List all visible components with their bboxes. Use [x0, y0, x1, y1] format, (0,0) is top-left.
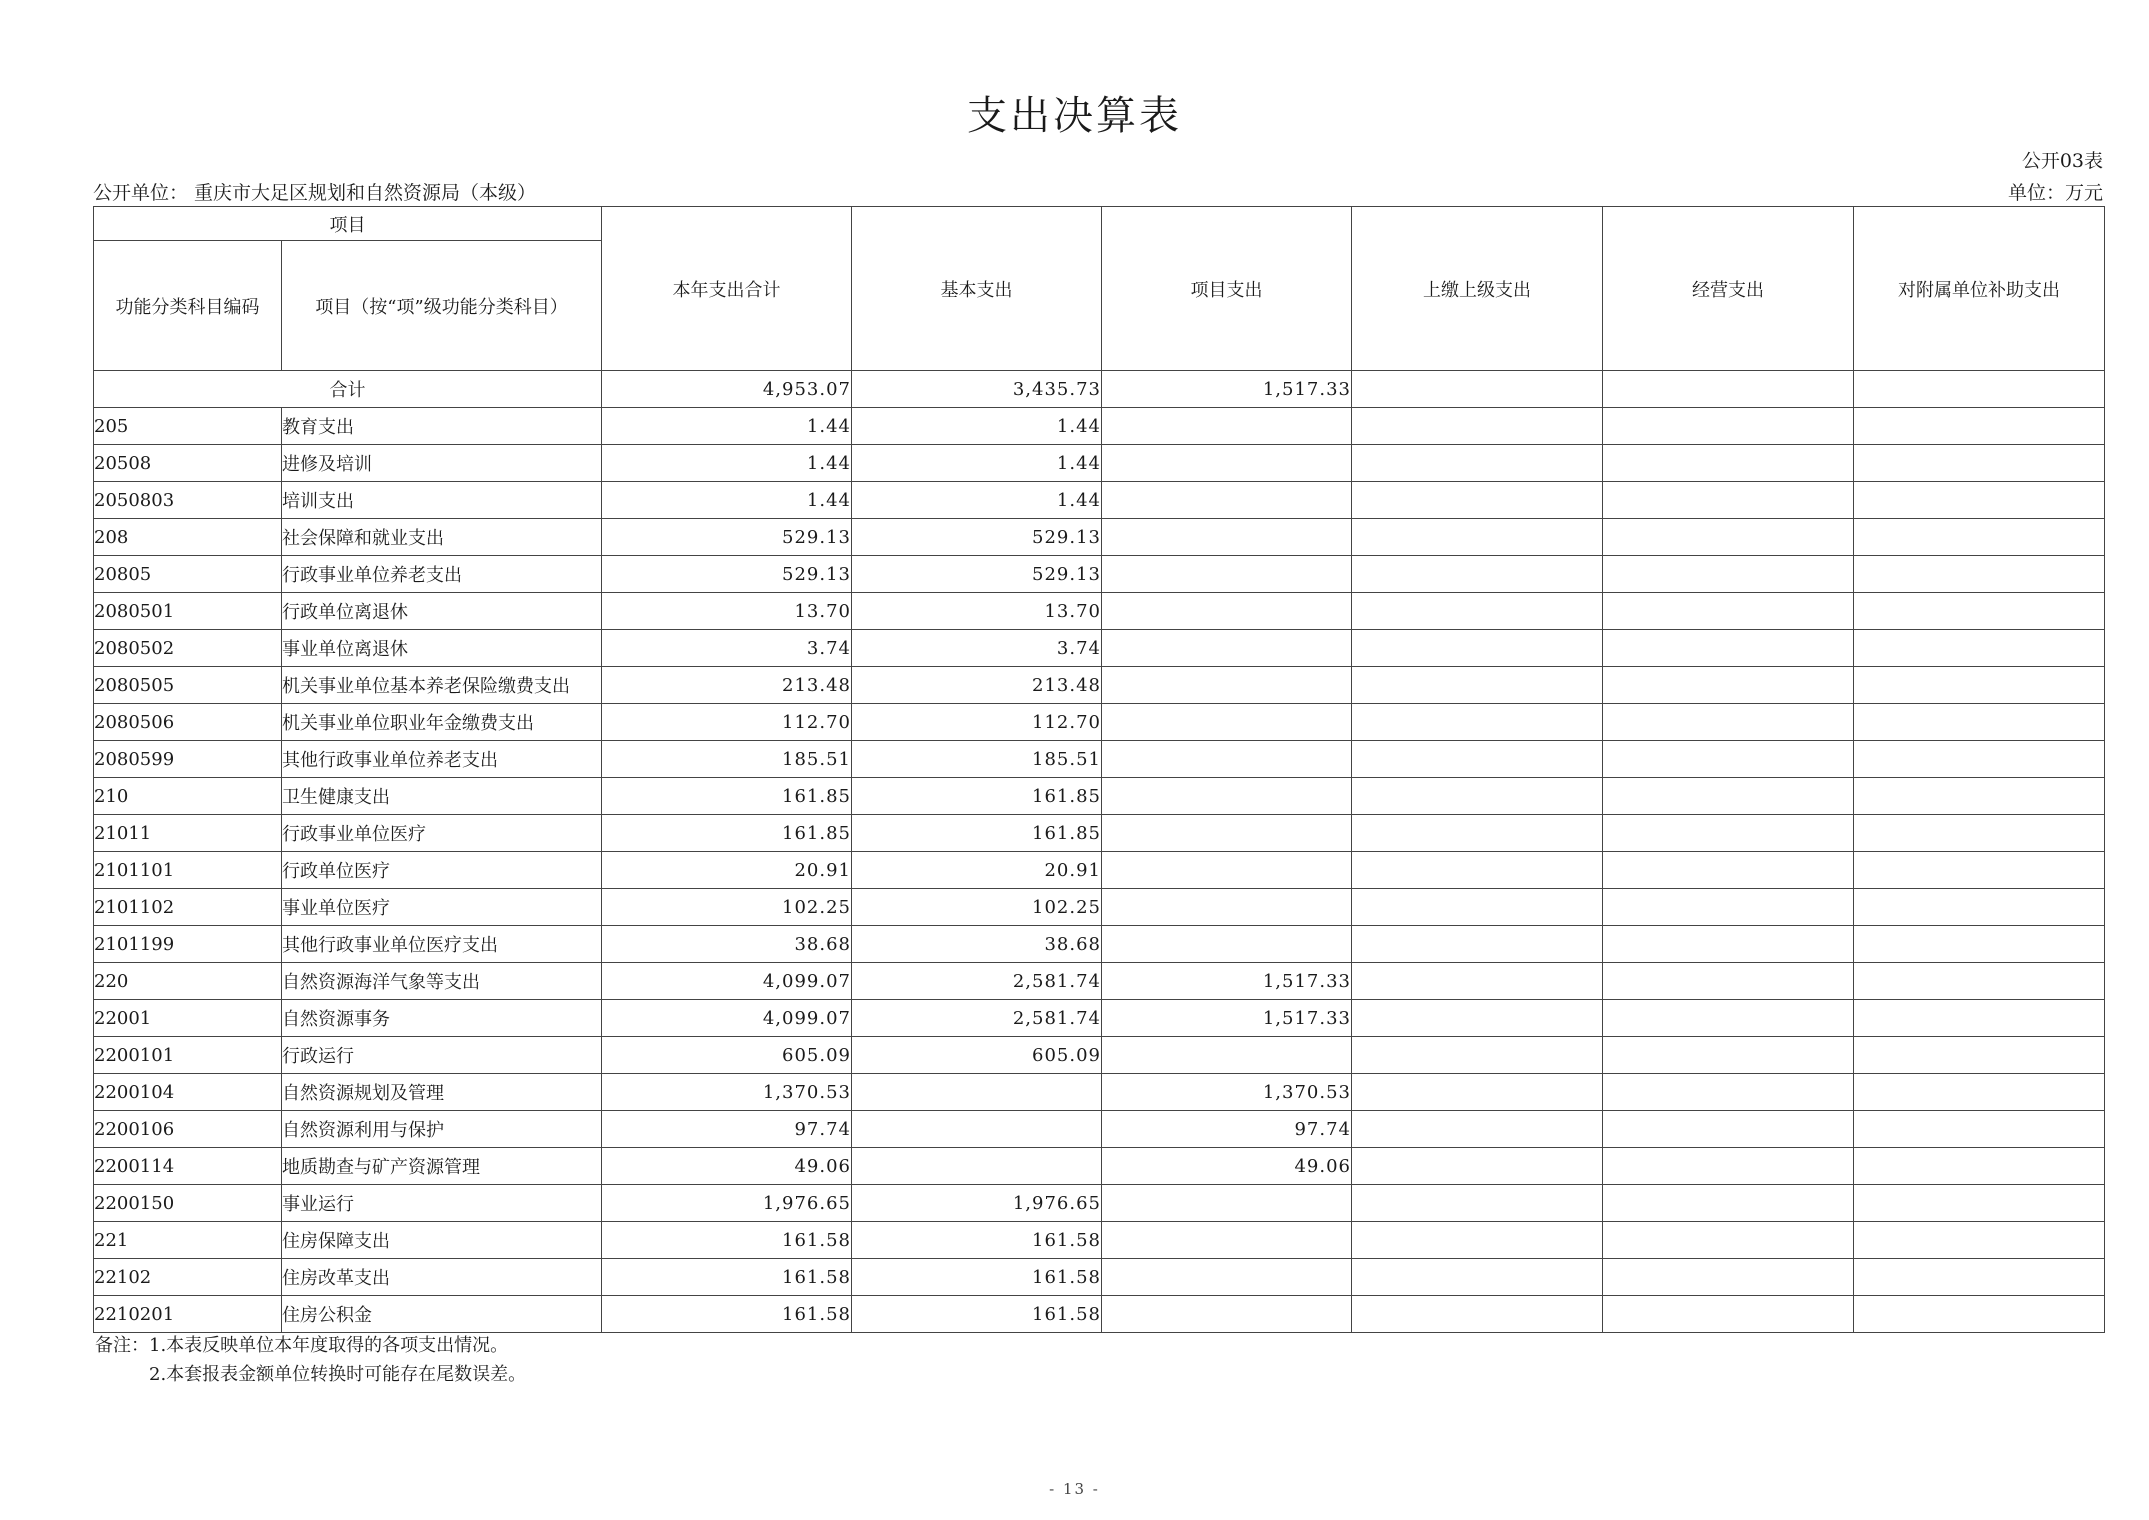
- cell-upper: [1352, 1037, 1603, 1074]
- cell-name: 社会保障和就业支出: [282, 519, 602, 556]
- cell-subsidy: [1854, 1148, 2105, 1185]
- cell-code: 2101102: [94, 889, 282, 926]
- cell-project: [1102, 741, 1352, 778]
- cell-basic: 605.09: [852, 1037, 1102, 1074]
- cell-business: [1603, 926, 1854, 963]
- cell-name: 地质勘查与矿产资源管理: [282, 1148, 602, 1185]
- cell-subsidy: [1854, 1222, 2105, 1259]
- cell-upper: [1352, 519, 1603, 556]
- cell-business: [1603, 852, 1854, 889]
- table-row: [94, 408, 2105, 445]
- cell-subsidy: [1854, 1296, 2105, 1333]
- table-row: [94, 741, 2105, 778]
- cell-name: 自然资源海洋气象等支出: [282, 963, 602, 1000]
- cell-code: 2080506: [94, 704, 282, 741]
- cell-project: [1102, 519, 1352, 556]
- cell-code: 220: [94, 963, 282, 1000]
- cell-total: 529.13: [602, 519, 852, 556]
- total-row: [94, 371, 2105, 408]
- cell-code: 2200101: [94, 1037, 282, 1074]
- cell-name: 培训支出: [282, 482, 602, 519]
- cell-subsidy: [1854, 519, 2105, 556]
- cell-project: [1102, 704, 1352, 741]
- cell-name: 行政单位医疗: [282, 852, 602, 889]
- cell-total: 529.13: [602, 556, 852, 593]
- cell-total: 3.74: [602, 630, 852, 667]
- cell-subsidy: [1854, 667, 2105, 704]
- cell-subsidy: [1854, 741, 2105, 778]
- cell-business: [1603, 408, 1854, 445]
- table-row: [94, 1222, 2105, 1259]
- cell-upper: [1352, 778, 1603, 815]
- cell-subsidy: [1854, 482, 2105, 519]
- cell-subsidy: [1854, 630, 2105, 667]
- cell-name: 其他行政事业单位医疗支出: [282, 926, 602, 963]
- cell-subsidy: [1854, 852, 2105, 889]
- cell-project: [1102, 1259, 1352, 1296]
- table-row: [94, 852, 2105, 889]
- table-row: [94, 1185, 2105, 1222]
- cell-subsidy: [1854, 704, 2105, 741]
- cell-basic: 102.25: [852, 889, 1102, 926]
- cell-code: 2200106: [94, 1111, 282, 1148]
- cell-subsidy: [1854, 445, 2105, 482]
- cell-total: 1,976.65: [602, 1185, 852, 1222]
- table-row: [94, 963, 2105, 1000]
- cell-upper: [1352, 630, 1603, 667]
- total-cell-subsidy: [1854, 371, 2105, 408]
- cell-name: 自然资源事务: [282, 1000, 602, 1037]
- cell-upper: [1352, 1074, 1603, 1111]
- cell-name: 其他行政事业单位养老支出: [282, 741, 602, 778]
- cell-code: 22102: [94, 1259, 282, 1296]
- cell-business: [1603, 815, 1854, 852]
- cell-basic: 529.13: [852, 556, 1102, 593]
- cell-upper: [1352, 889, 1603, 926]
- cell-name: 进修及培训: [282, 445, 602, 482]
- cell-subsidy: [1854, 1000, 2105, 1037]
- cell-basic: 161.85: [852, 815, 1102, 852]
- table-row: [94, 889, 2105, 926]
- cell-subsidy: [1854, 1074, 2105, 1111]
- form-number: 公开03表: [2021, 150, 2103, 172]
- cell-project: [1102, 482, 1352, 519]
- page-number: - 13 -: [1049, 1480, 1100, 1498]
- cell-upper: [1352, 556, 1603, 593]
- header-business: 经营支出: [1603, 207, 1854, 371]
- cell-subsidy: [1854, 556, 2105, 593]
- cell-total: 112.70: [602, 704, 852, 741]
- cell-project: [1102, 1222, 1352, 1259]
- cell-total: 161.58: [602, 1222, 852, 1259]
- cell-basic: [852, 1111, 1102, 1148]
- cell-project: 1,370.53: [1102, 1074, 1352, 1111]
- cell-basic: 1.44: [852, 445, 1102, 482]
- table-row: [94, 1148, 2105, 1185]
- cell-business: [1603, 630, 1854, 667]
- cell-subsidy: [1854, 889, 2105, 926]
- cell-total: 4,099.07: [602, 1000, 852, 1037]
- cell-upper: [1352, 667, 1603, 704]
- cell-business: [1603, 1148, 1854, 1185]
- header-group-project: 项目: [94, 207, 602, 241]
- cell-subsidy: [1854, 926, 2105, 963]
- cell-name: 自然资源利用与保护: [282, 1111, 602, 1148]
- cell-business: [1603, 741, 1854, 778]
- cell-total: 20.91: [602, 852, 852, 889]
- table-row: [94, 926, 2105, 963]
- cell-upper: [1352, 408, 1603, 445]
- cell-project: [1102, 556, 1352, 593]
- cell-project: [1102, 889, 1352, 926]
- cell-upper: [1352, 1148, 1603, 1185]
- cell-subsidy: [1854, 815, 2105, 852]
- cell-subsidy: [1854, 408, 2105, 445]
- cell-upper: [1352, 963, 1603, 1000]
- cell-code: 2210201: [94, 1296, 282, 1333]
- cell-code: 2080502: [94, 630, 282, 667]
- cell-name: 事业单位离退休: [282, 630, 602, 667]
- cell-total: 213.48: [602, 667, 852, 704]
- header-code: 功能分类科目编码: [94, 241, 282, 371]
- cell-business: [1603, 1000, 1854, 1037]
- cell-subsidy: [1854, 1185, 2105, 1222]
- total-cell-business: [1603, 371, 1854, 408]
- table-row: [94, 1111, 2105, 1148]
- cell-total: 49.06: [602, 1148, 852, 1185]
- cell-code: 21011: [94, 815, 282, 852]
- table-row: [94, 1296, 2105, 1333]
- header-project: 项目支出: [1102, 207, 1352, 371]
- cell-total: 605.09: [602, 1037, 852, 1074]
- cell-subsidy: [1854, 778, 2105, 815]
- cell-project: [1102, 1037, 1352, 1074]
- cell-total: 4,099.07: [602, 963, 852, 1000]
- cell-basic: 38.68: [852, 926, 1102, 963]
- total-cell-project: 1,517.33: [1102, 371, 1352, 408]
- cell-total: 13.70: [602, 593, 852, 630]
- cell-business: [1603, 1259, 1854, 1296]
- unit-row: [93, 178, 2103, 204]
- cell-code: 208: [94, 519, 282, 556]
- cell-basic: 1.44: [852, 482, 1102, 519]
- cell-basic: 112.70: [852, 704, 1102, 741]
- cell-upper: [1352, 852, 1603, 889]
- note-line-2: 2.本套报表金额单位转换时可能存在尾数误差。: [149, 1364, 527, 1385]
- cell-code: 205: [94, 408, 282, 445]
- cell-total: 161.58: [602, 1259, 852, 1296]
- cell-name: 自然资源规划及管理: [282, 1074, 602, 1111]
- cell-code: 210: [94, 778, 282, 815]
- cell-code: 2080599: [94, 741, 282, 778]
- cell-total: 161.85: [602, 778, 852, 815]
- document-title: 支出决算表: [967, 93, 1182, 139]
- table-row: [94, 667, 2105, 704]
- table-row: [94, 519, 2105, 556]
- cell-basic: 2,581.74: [852, 963, 1102, 1000]
- cell-total: 161.85: [602, 815, 852, 852]
- cell-project: [1102, 1185, 1352, 1222]
- table-row: [94, 1074, 2105, 1111]
- table-row: [94, 815, 2105, 852]
- cell-project: 1,517.33: [1102, 1000, 1352, 1037]
- cell-code: 2080505: [94, 667, 282, 704]
- cell-name: 住房保障支出: [282, 1222, 602, 1259]
- cell-business: [1603, 1111, 1854, 1148]
- header-subsidy: 对附属单位补助支出: [1854, 207, 2105, 371]
- cell-business: [1603, 963, 1854, 1000]
- cell-subsidy: [1854, 963, 2105, 1000]
- cell-total: 1.44: [602, 408, 852, 445]
- cell-total: 185.51: [602, 741, 852, 778]
- cell-name: 教育支出: [282, 408, 602, 445]
- cell-business: [1603, 1074, 1854, 1111]
- cell-total: 1.44: [602, 445, 852, 482]
- header-name: 项目（按“项”级功能分类科目）: [282, 241, 602, 371]
- cell-upper: [1352, 741, 1603, 778]
- cell-basic: 529.13: [852, 519, 1102, 556]
- cell-name: 住房改革支出: [282, 1259, 602, 1296]
- cell-name: 行政运行: [282, 1037, 602, 1074]
- cell-project: [1102, 926, 1352, 963]
- notes: [95, 1331, 526, 1389]
- cell-subsidy: [1854, 593, 2105, 630]
- cell-name: 事业运行: [282, 1185, 602, 1222]
- cell-name: 卫生健康支出: [282, 778, 602, 815]
- cell-basic: 3.74: [852, 630, 1102, 667]
- cell-code: 2101199: [94, 926, 282, 963]
- cell-upper: [1352, 1111, 1603, 1148]
- header-total: 本年支出合计: [602, 207, 852, 371]
- reporting-organization: 公开单位： 重庆市大足区规划和自然资源局（本级）: [93, 182, 537, 204]
- cell-upper: [1352, 815, 1603, 852]
- cell-upper: [1352, 1296, 1603, 1333]
- cell-name: 行政事业单位医疗: [282, 815, 602, 852]
- cell-basic: [852, 1148, 1102, 1185]
- cell-total: 161.58: [602, 1296, 852, 1333]
- cell-upper: [1352, 445, 1603, 482]
- header-basic: 基本支出: [852, 207, 1102, 371]
- cell-upper: [1352, 926, 1603, 963]
- cell-code: 2200104: [94, 1074, 282, 1111]
- cell-project: [1102, 778, 1352, 815]
- cell-project: [1102, 630, 1352, 667]
- cell-upper: [1352, 1185, 1603, 1222]
- cell-business: [1603, 1037, 1854, 1074]
- cell-basic: 20.91: [852, 852, 1102, 889]
- cell-name: 住房公积金: [282, 1296, 602, 1333]
- total-label: 合计: [94, 371, 602, 408]
- cell-project: 97.74: [1102, 1111, 1352, 1148]
- cell-name: 行政事业单位养老支出: [282, 556, 602, 593]
- cell-basic: [852, 1074, 1102, 1111]
- cell-project: 49.06: [1102, 1148, 1352, 1185]
- cell-business: [1603, 593, 1854, 630]
- cell-basic: 1,976.65: [852, 1185, 1102, 1222]
- expenditure-table: [93, 206, 2105, 1333]
- cell-basic: 2,581.74: [852, 1000, 1102, 1037]
- total-cell-upper: [1352, 371, 1603, 408]
- cell-code: 2101101: [94, 852, 282, 889]
- cell-project: [1102, 1296, 1352, 1333]
- cell-code: 2200150: [94, 1185, 282, 1222]
- cell-upper: [1352, 482, 1603, 519]
- cell-business: [1603, 1185, 1854, 1222]
- note-line-1: 备注：1.本表反映单位本年度取得的各项支出情况。: [95, 1335, 509, 1356]
- cell-total: 97.74: [602, 1111, 852, 1148]
- cell-project: [1102, 815, 1352, 852]
- cell-name: 机关事业单位职业年金缴费支出: [282, 704, 602, 741]
- cell-upper: [1352, 1222, 1603, 1259]
- table-body: [94, 371, 2105, 1333]
- header-upper: 上缴上级支出: [1352, 207, 1603, 371]
- table-row: [94, 630, 2105, 667]
- cell-code: 20508: [94, 445, 282, 482]
- cell-project: [1102, 408, 1352, 445]
- currency-unit: 单位：万元: [2007, 182, 2103, 204]
- cell-total: 1.44: [602, 482, 852, 519]
- cell-basic: 185.51: [852, 741, 1102, 778]
- cell-business: [1603, 445, 1854, 482]
- cell-code: 2050803: [94, 482, 282, 519]
- cell-business: [1603, 519, 1854, 556]
- cell-business: [1603, 778, 1854, 815]
- cell-subsidy: [1854, 1037, 2105, 1074]
- cell-name: 行政单位离退休: [282, 593, 602, 630]
- cell-business: [1603, 704, 1854, 741]
- table-row: [94, 704, 2105, 741]
- cell-code: 22001: [94, 1000, 282, 1037]
- cell-basic: 161.58: [852, 1259, 1102, 1296]
- cell-project: [1102, 667, 1352, 704]
- cell-name: 机关事业单位基本养老保险缴费支出: [282, 667, 602, 704]
- cell-business: [1603, 1296, 1854, 1333]
- cell-basic: 161.58: [852, 1222, 1102, 1259]
- cell-project: [1102, 445, 1352, 482]
- table-row: [94, 1259, 2105, 1296]
- cell-business: [1603, 889, 1854, 926]
- cell-upper: [1352, 704, 1603, 741]
- cell-project: 1,517.33: [1102, 963, 1352, 1000]
- cell-name: 事业单位医疗: [282, 889, 602, 926]
- table-row: [94, 778, 2105, 815]
- table-row: [94, 1037, 2105, 1074]
- cell-total: 1,370.53: [602, 1074, 852, 1111]
- cell-code: 221: [94, 1222, 282, 1259]
- cell-code: 20805: [94, 556, 282, 593]
- cell-basic: 13.70: [852, 593, 1102, 630]
- cell-business: [1603, 556, 1854, 593]
- table-row: [94, 1000, 2105, 1037]
- table-row: [94, 445, 2105, 482]
- cell-upper: [1352, 593, 1603, 630]
- cell-business: [1603, 482, 1854, 519]
- cell-upper: [1352, 1000, 1603, 1037]
- cell-basic: 1.44: [852, 408, 1102, 445]
- table-row: [94, 482, 2105, 519]
- cell-business: [1603, 667, 1854, 704]
- cell-code: 2080501: [94, 593, 282, 630]
- cell-project: [1102, 593, 1352, 630]
- total-cell-total: 4,953.07: [602, 371, 852, 408]
- cell-upper: [1352, 1259, 1603, 1296]
- cell-business: [1603, 1222, 1854, 1259]
- total-cell-basic: 3,435.73: [852, 371, 1102, 408]
- cell-total: 38.68: [602, 926, 852, 963]
- cell-code: 2200114: [94, 1148, 282, 1185]
- cell-basic: 161.85: [852, 778, 1102, 815]
- table-row: [94, 593, 2105, 630]
- cell-subsidy: [1854, 1111, 2105, 1148]
- cell-project: [1102, 852, 1352, 889]
- cell-subsidy: [1854, 1259, 2105, 1296]
- cell-basic: 161.58: [852, 1296, 1102, 1333]
- table-row: [94, 556, 2105, 593]
- cell-basic: 213.48: [852, 667, 1102, 704]
- cell-total: 102.25: [602, 889, 852, 926]
